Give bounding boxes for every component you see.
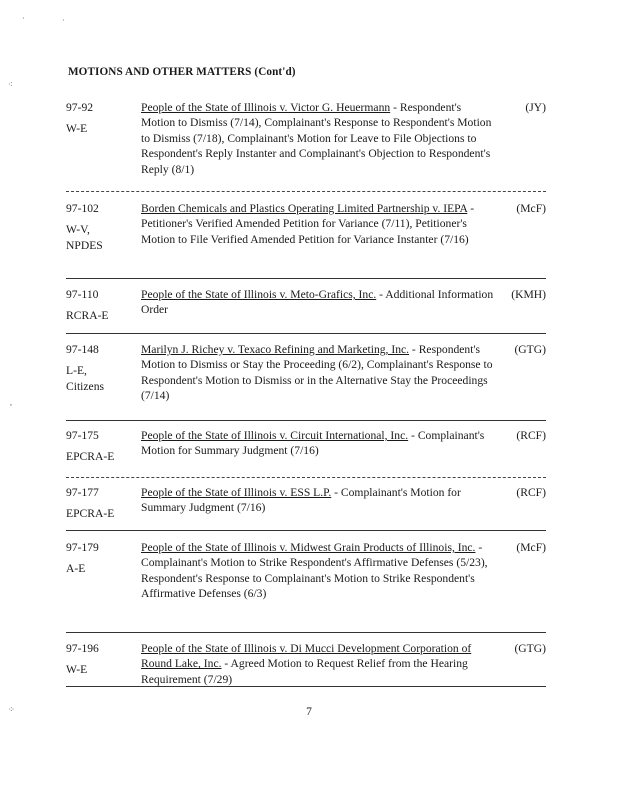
case-description: Petitioner's Verified Amended Petition for Variance (7/11), Petitioner's Motion to File Verified Amended Petition for Variance Instanter (7/16) bbox=[141, 217, 469, 246]
case-body bbox=[141, 342, 497, 404]
case-divider bbox=[66, 420, 546, 421]
case-type: W-E bbox=[66, 122, 88, 136]
case-attorney: (JY) bbox=[525, 101, 546, 114]
case-number: 97-179 bbox=[66, 541, 99, 554]
case-number: 97-102 bbox=[66, 202, 99, 215]
case-attorney: (McF) bbox=[516, 202, 546, 215]
case-attorney: (KMH) bbox=[511, 288, 546, 301]
case-divider bbox=[66, 530, 546, 531]
case-separator: - bbox=[467, 202, 475, 215]
case-divider bbox=[66, 278, 546, 279]
case-type: W-V, bbox=[66, 223, 90, 237]
case-separator: - bbox=[475, 541, 483, 554]
case-type: W-E bbox=[66, 663, 88, 677]
scan-speck: ⁘ bbox=[8, 705, 15, 714]
case-divider bbox=[66, 333, 546, 334]
case-number: 97-110 bbox=[66, 288, 99, 301]
case-type: RCRA-E bbox=[66, 309, 109, 323]
case-body bbox=[141, 100, 497, 177]
case-body bbox=[141, 201, 497, 247]
case-body bbox=[141, 485, 497, 516]
case-parties: People of the State of Illinois v. Victor G. Heuermann bbox=[141, 101, 391, 114]
case-number: 97-177 bbox=[66, 486, 99, 499]
case-separator: - bbox=[331, 486, 341, 499]
case-attorney: (RCF) bbox=[516, 429, 546, 442]
case-number: 97-196 bbox=[66, 642, 99, 655]
section-heading: MOTIONS AND OTHER MATTERS (Cont'd) bbox=[68, 66, 296, 78]
case-separator: - bbox=[390, 101, 400, 114]
case-description: Respondent's Motion to Dismiss (7/14), Complainant's Response to Respondent's Motion to Dismiss (7/18), Complainant's Motion for Leave to File Objections to Respondent's Reply Instanter and Complainant's Objection to Respondent's Reply (8/1) bbox=[141, 101, 492, 176]
page-number: 7 bbox=[306, 706, 312, 718]
case-divider bbox=[66, 686, 546, 687]
case-type: EPCRA-E bbox=[66, 450, 115, 464]
case-attorney: (RCF) bbox=[516, 486, 546, 499]
case-description: Respondent's Motion to Dismiss or Stay the Proceeding (6/2), Complainant's Response to Respondent's Motion to Dismiss or in the Alternative Stay the Proceedings (7/14) bbox=[141, 343, 493, 403]
case-parties: People of the State of Illinois v. ESS L.P. bbox=[141, 486, 332, 499]
case-type: A-E bbox=[66, 562, 86, 576]
scan-speck: ⁖ bbox=[8, 80, 13, 89]
case-separator: - bbox=[409, 343, 419, 356]
case-parties: People of the State of Illinois v. Di Mucci Development Corporation of Round Lake, Inc. bbox=[141, 642, 472, 671]
case-type: L-E, bbox=[66, 364, 87, 378]
scan-speck: , bbox=[10, 398, 12, 407]
case-description: Agreed Motion to Request Relief from the Hearing Requirement (7/29) bbox=[141, 657, 468, 686]
case-number: 97-148 bbox=[66, 343, 99, 356]
case-attorney: (GTG) bbox=[514, 642, 546, 655]
case-divider bbox=[66, 191, 546, 192]
scan-speck: · bbox=[22, 14, 25, 23]
case-separator: - bbox=[221, 657, 231, 671]
case-number: 97-92 bbox=[66, 101, 94, 114]
scan-speck: · bbox=[62, 16, 65, 25]
case-separator: - bbox=[376, 288, 386, 301]
case-body bbox=[141, 540, 497, 602]
case-body bbox=[141, 287, 497, 318]
case-type: NPDES bbox=[66, 238, 103, 252]
case-attorney: (McF) bbox=[516, 541, 546, 554]
case-parties: Borden Chemicals and Plastics Operating Limited Partnership v. IEPA bbox=[141, 202, 468, 215]
case-parties: People of the State of Illinois v. Midwest Grain Products of Illinois, Inc. bbox=[141, 541, 476, 554]
case-body bbox=[141, 641, 497, 687]
case-type: Citizens bbox=[66, 379, 104, 393]
case-type: EPCRA-E bbox=[66, 507, 115, 521]
case-description: Complainant's Motion for Summary Judgment (7/16) bbox=[141, 429, 485, 458]
case-body bbox=[141, 428, 497, 459]
case-divider bbox=[66, 477, 546, 478]
case-attorney: (GTG) bbox=[514, 343, 546, 356]
case-description: Complainant's Motion to Strike Respondent's Affirmative Defenses (5/23), Respondent's Response to Complainant's Motion to Strike Respondent's Affirmative Defenses (6/3) bbox=[141, 556, 488, 601]
case-description: Complainant's Motion for Summary Judgment (7/16) bbox=[141, 486, 461, 515]
case-parties: Marilyn J. Richey v. Texaco Refining and Marketing, Inc. bbox=[141, 343, 410, 356]
case-description: Additional Information Order bbox=[141, 288, 494, 317]
case-number: 97-175 bbox=[66, 429, 99, 442]
case-divider bbox=[66, 632, 546, 633]
case-parties: People of the State of Illinois v. Circuit International, Inc. bbox=[141, 429, 409, 442]
case-parties: People of the State of Illinois v. Meto-Grafics, Inc. bbox=[141, 288, 377, 301]
case-separator: - bbox=[408, 429, 418, 442]
